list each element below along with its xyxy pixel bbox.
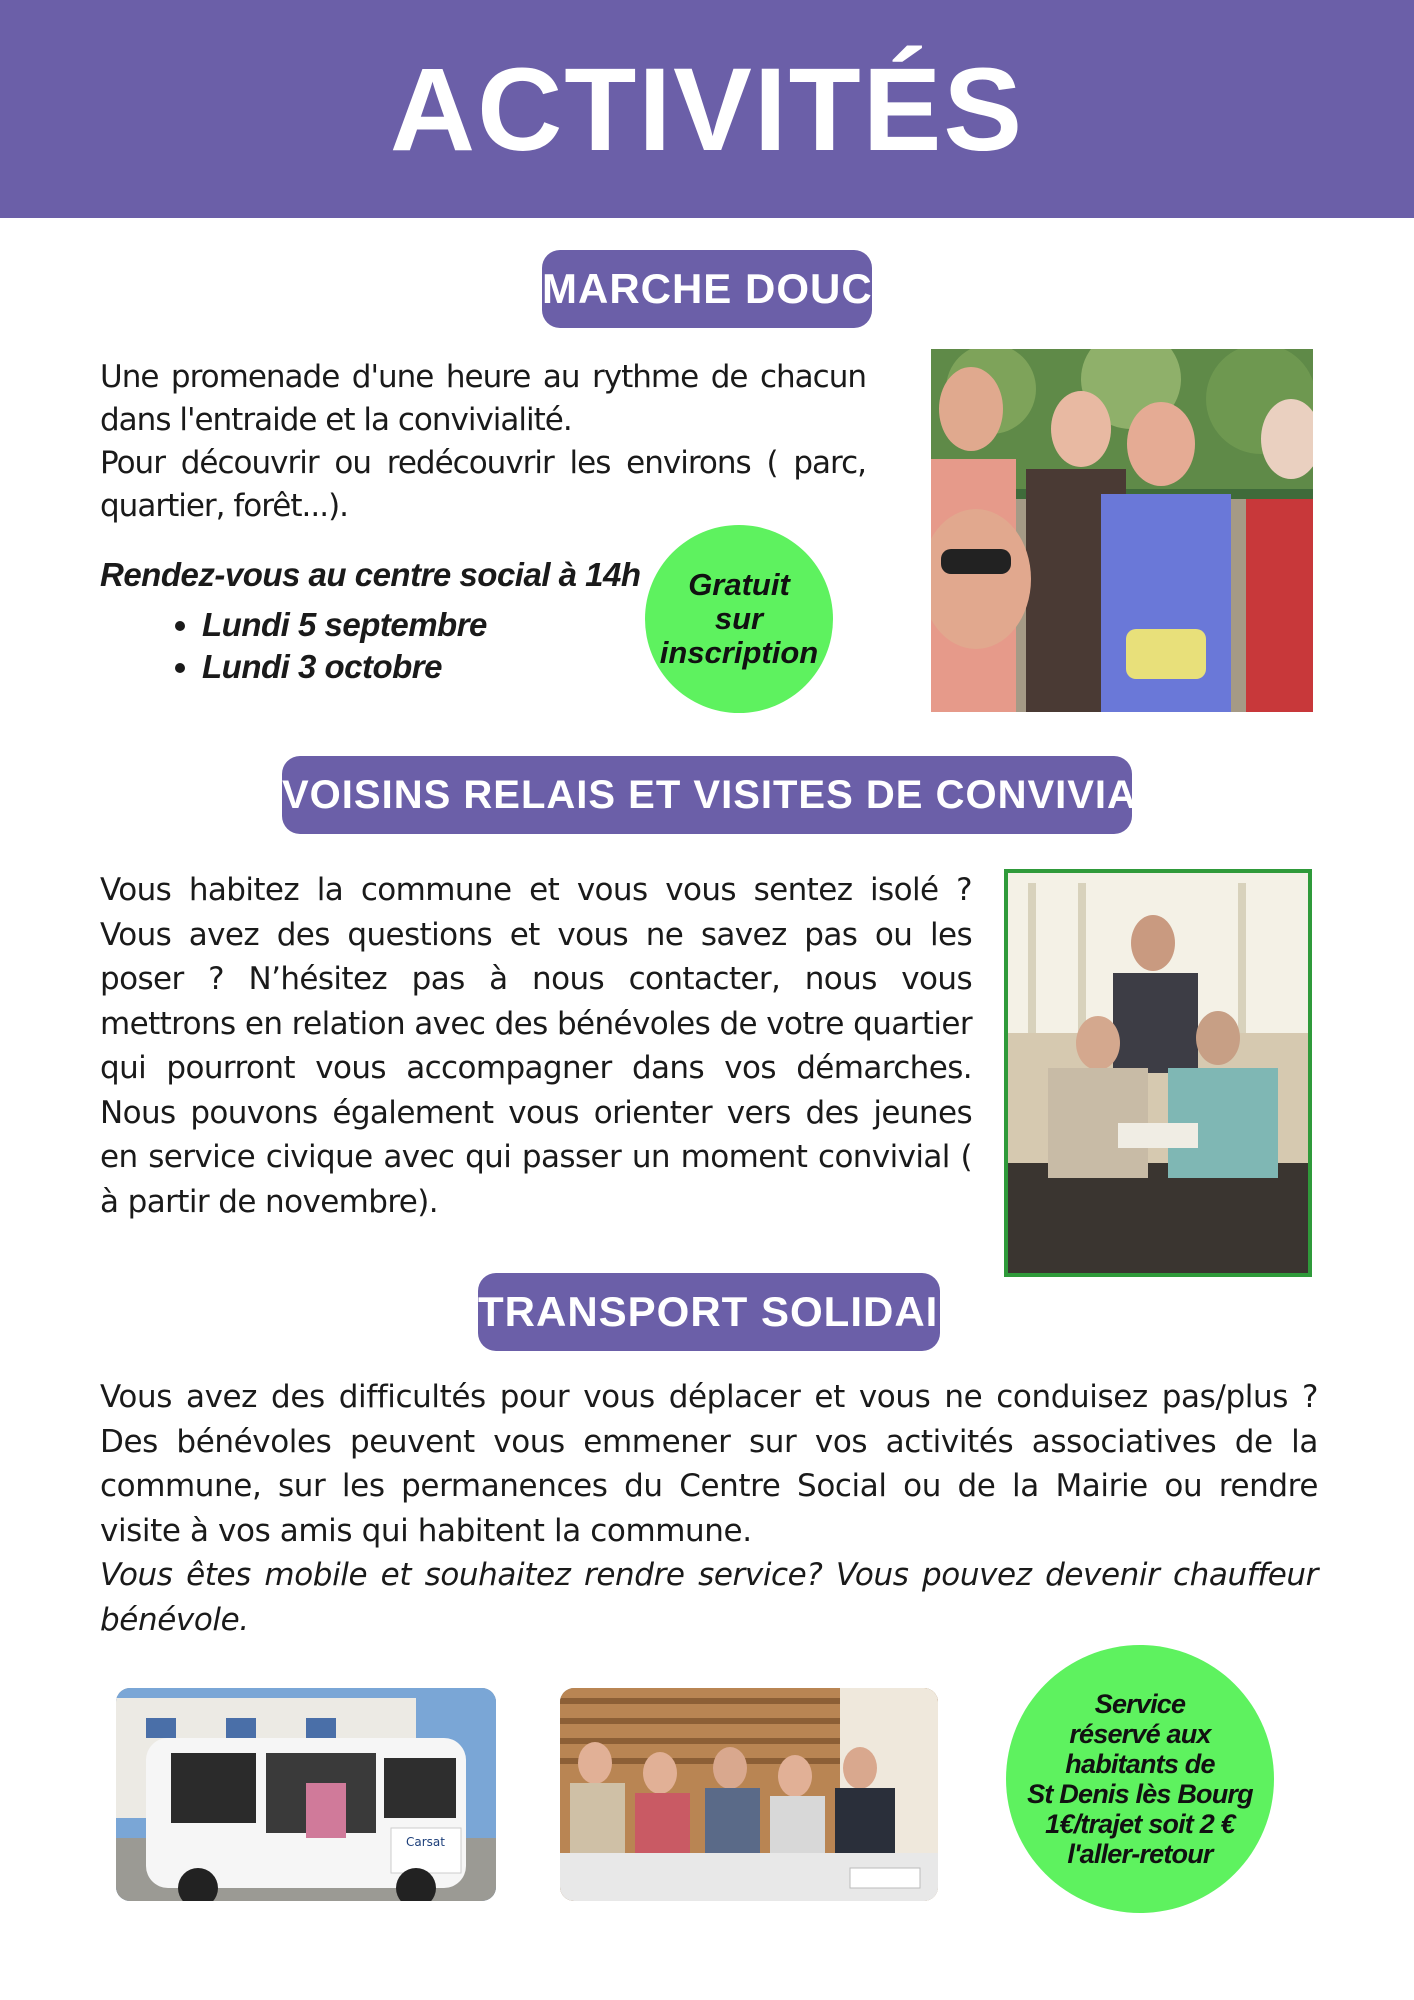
badge-line: inscription — [659, 635, 819, 670]
badge-line: l'aller-retour — [1067, 1839, 1213, 1869]
page-title: ACTIVITÉS — [389, 44, 1025, 176]
walking-group-photo — [931, 349, 1313, 712]
volunteers-photo — [1004, 869, 1312, 1277]
gratuit-badge — [645, 525, 833, 713]
service-badge — [1006, 1645, 1274, 1913]
badge-line: Gratuit — [688, 567, 790, 602]
marche-description — [100, 356, 866, 528]
badge-line: Service — [1094, 1689, 1186, 1719]
date-item: • Lundi 3 octobre — [202, 646, 722, 688]
voisins-description: Vous habitez la commune et vous vous sentez isolé ? Vous avez des questions et vous ne savez pas ou les poser ? N’hésitez pas à nous contacter, nous vous mettrons en relation avec des bénévoles de votre quartier qui pourront vous accompagner dans vos démarches. Nous pouvons également vous orienter vers des jeunes en service civique avec qui passer un moment convivial ( à partir de novembre). — [100, 872, 972, 1220]
marche-para-2: Pour découvrir ou redécouvrir les environs ( parc, quartier, forêt...). — [100, 445, 866, 524]
badge-line: réservé aux — [1069, 1719, 1211, 1749]
transport-car-photo — [116, 1688, 496, 1901]
rendez-vous-text: Rendez-vous au centre social à 14h — [100, 556, 641, 593]
marche-para-1: Une promenade d'une heure au rythme de chacun dans l'entraide et la convivialité. — [100, 359, 866, 438]
section-title-marche-douce: MARCHE DOUCE — [542, 250, 872, 328]
group-photo — [560, 1688, 938, 1901]
badge-line: sur — [714, 601, 764, 636]
date-item: • Lundi 5 septembre — [202, 604, 722, 646]
badge-line: 1€/trajet soit 2 € — [1045, 1809, 1235, 1839]
section-title-transport-solidaire: TRANSPORT SOLIDAIRE — [478, 1273, 940, 1351]
section-title-voisins-relais: VOISINS RELAIS ET VISITES DE CONVIVIALITÉ — [282, 756, 1132, 834]
car-logo-text: Carsat — [406, 1835, 445, 1849]
date-list — [100, 604, 722, 688]
badge-line: habitants de — [1065, 1749, 1215, 1779]
badge-line: St Denis lès Bourg — [1027, 1779, 1253, 1809]
transport-description — [100, 1375, 1318, 1642]
transport-para-1: Vous avez des difficultés pour vous déplacer et vous ne conduisez pas/plus ? Des bénévoles peuvent vous emmener sur vos activités associatives de la commune, sur les permanences du Centre Social ou de la Mairie ou rendre visite à vos amis qui habitent la commune. — [100, 1379, 1318, 1549]
transport-para-2: Vous êtes mobile et souhaitez rendre service? Vous pouvez devenir chauffeur bénévole. — [100, 1557, 1318, 1638]
